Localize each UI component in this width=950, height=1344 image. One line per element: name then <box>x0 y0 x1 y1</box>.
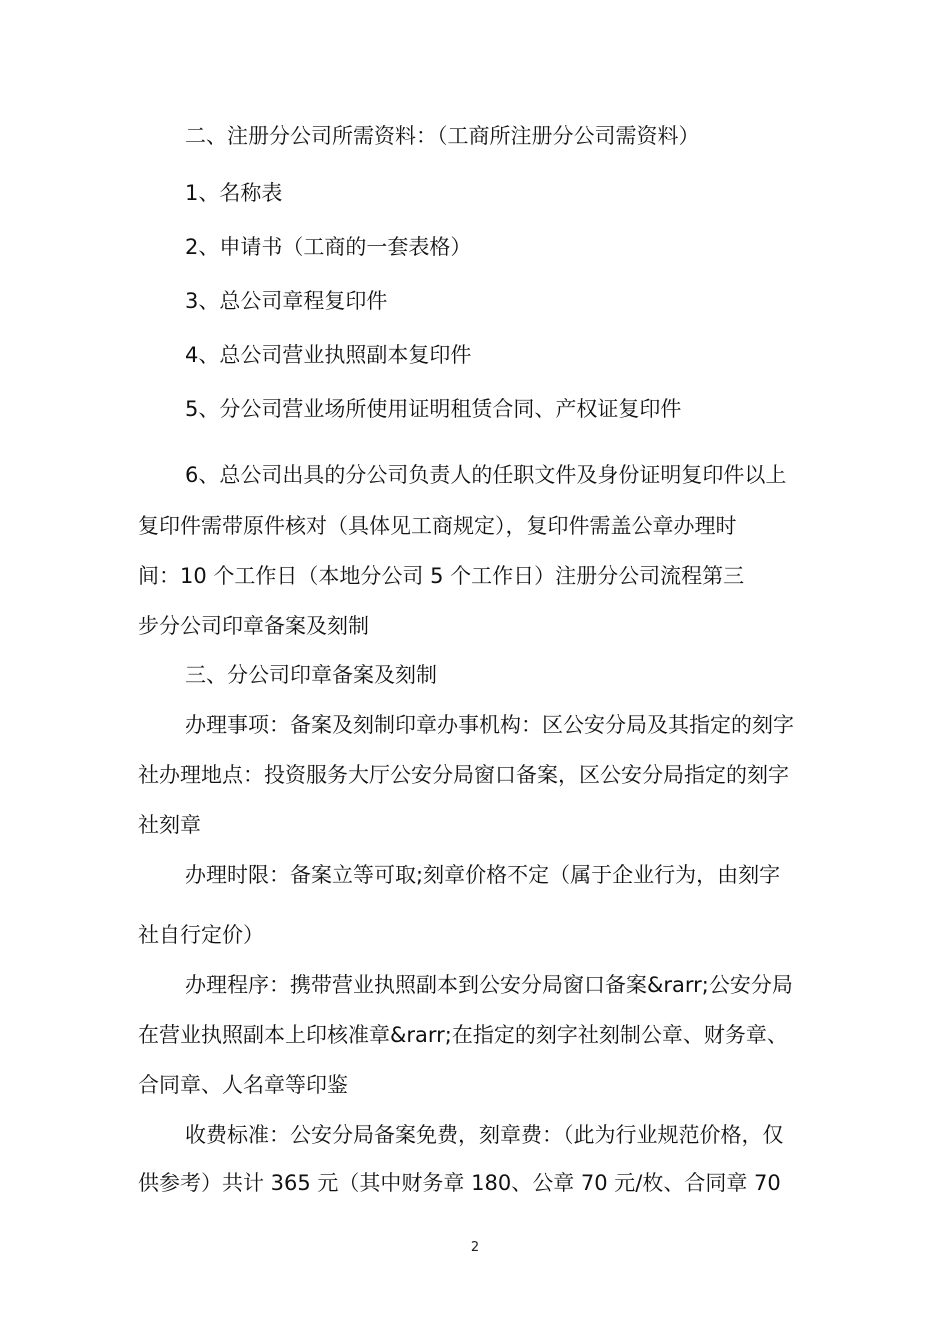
page-number: 2 <box>470 1240 480 1255</box>
paragraph-line: 办理程序：携带营业执照副本到公安分局窗口备案&rarr;公安分局 <box>185 973 793 997</box>
list-item: 2、申请书（工商的一套表格） <box>185 235 472 259</box>
paragraph-line: 办理事项：备案及刻制印章办事机构：区公安分局及其指定的刻字 <box>185 713 794 737</box>
paragraph-line: 在营业执照副本上印核准章&rarr;在指定的刻字社刻制公章、财务章、 <box>138 1023 788 1047</box>
list-item: 4、总公司营业执照副本复印件 <box>185 343 472 367</box>
paragraph-line: 合同章、人名章等印鉴 <box>138 1073 348 1097</box>
paragraph-line: 社刻章 <box>138 813 201 837</box>
paragraph-line: 办理时限：备案立等可取;刻章价格不定（属于企业行为，由刻字 <box>185 863 781 887</box>
paragraph-line: 复印件需带原件核对（具体见工商规定），复印件需盖公章办理时 <box>138 514 737 538</box>
list-item: 1、名称表 <box>185 181 283 205</box>
section-heading: 二、注册分公司所需资料：（工商所注册分公司需资料） <box>185 124 700 148</box>
paragraph-line: 6、总公司出具的分公司负责人的任职文件及身份证明复印件以上 <box>185 463 787 487</box>
list-item: 3、总公司章程复印件 <box>185 289 388 313</box>
paragraph-line: 步分公司印章备案及刻制 <box>138 614 369 638</box>
section-heading: 三、分公司印章备案及刻制 <box>185 663 437 687</box>
list-item: 5、分公司营业场所使用证明租赁合同、产权证复印件 <box>185 397 682 421</box>
paragraph-line: 供参考）共计 365 元（其中财务章 180、公章 70 元/枚、合同章 70 <box>138 1171 781 1195</box>
paragraph-line: 社办理地点：投资服务大厅公安分局窗口备案，区公安分局指定的刻字 <box>138 763 789 787</box>
paragraph-line: 间：10 个工作日（本地分公司 5 个工作日）注册分公司流程第三 <box>138 564 745 588</box>
paragraph-line: 收费标准：公安分局备案免费，刻章费：（此为行业规范价格，仅 <box>185 1123 784 1147</box>
paragraph-line: 社自行定价） <box>138 923 264 947</box>
